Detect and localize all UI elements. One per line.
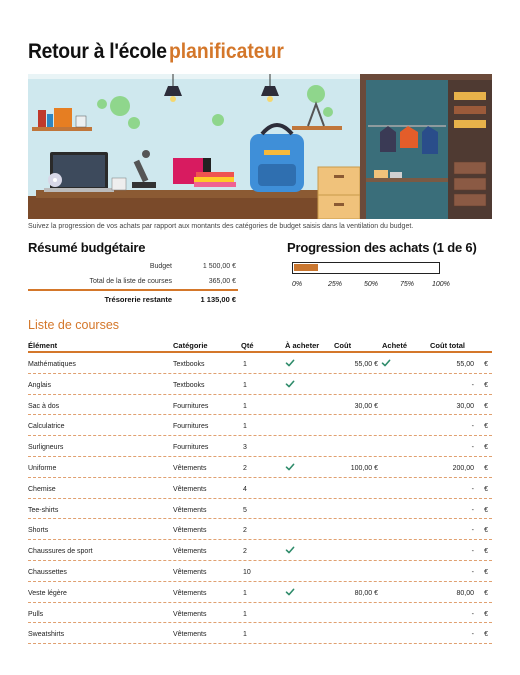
cell-qty: 2 bbox=[243, 464, 247, 472]
title-part1: Retour à l'école bbox=[28, 40, 167, 63]
cell-category: Textbooks bbox=[173, 361, 205, 368]
hero-illustration bbox=[28, 74, 492, 219]
cell-qty: 1 bbox=[243, 361, 247, 368]
col-cost-header: Coût bbox=[334, 341, 352, 350]
table-row bbox=[28, 374, 492, 395]
cell-item: Mathématiques bbox=[28, 361, 76, 368]
cell-total: 80,00 bbox=[456, 589, 474, 597]
shopping-total-value: 365,00 € bbox=[208, 278, 236, 285]
cell-qty: 2 bbox=[243, 527, 247, 535]
table-row bbox=[28, 582, 492, 603]
table-header bbox=[28, 339, 492, 351]
classroom-illustration bbox=[28, 74, 492, 219]
cell-category: Vêtements bbox=[173, 464, 207, 472]
cell-to-buy[interactable] bbox=[285, 358, 295, 370]
to-buy-check-icon bbox=[285, 358, 295, 368]
cell-item: Chemise bbox=[28, 485, 56, 493]
cell-category: Vêtements bbox=[173, 568, 207, 576]
progress-tick-label: 25% bbox=[328, 281, 343, 288]
cell-bought[interactable] bbox=[381, 358, 391, 370]
cell-item: Chaussures de sport bbox=[28, 548, 93, 556]
cell-to-buy[interactable] bbox=[285, 587, 295, 599]
cell-category: Fournitures bbox=[173, 444, 209, 452]
cell-cost: 100,00 € bbox=[350, 464, 378, 472]
cell-total: 200,00 bbox=[452, 464, 474, 472]
cell-item: Anglais bbox=[28, 381, 51, 389]
cell-total: - bbox=[471, 527, 474, 535]
cell-item: Shorts bbox=[28, 527, 49, 535]
cell-total: 30,00 bbox=[456, 402, 474, 410]
cell-qty: 1 bbox=[243, 402, 247, 410]
cell-total: - bbox=[471, 548, 474, 556]
cell-item: Surligneurs bbox=[28, 444, 64, 452]
cell-total: - bbox=[471, 631, 474, 639]
to-buy-check-icon bbox=[285, 379, 295, 389]
cell-total: 55,00 bbox=[456, 361, 474, 368]
cell-item: Pulls bbox=[28, 610, 44, 618]
cell-total: - bbox=[471, 485, 474, 493]
progress-tick-label: 50% bbox=[364, 281, 379, 288]
cell-total: - bbox=[471, 381, 474, 389]
shopping-total-label: Total de la liste de courses bbox=[89, 278, 172, 285]
cell-qty: 1 bbox=[243, 631, 247, 639]
cell-currency: € bbox=[484, 402, 488, 410]
budget-divider bbox=[28, 289, 238, 291]
col-category-header: Catégorie bbox=[173, 341, 208, 350]
cell-currency: € bbox=[484, 464, 488, 472]
cell-category: Vêtements bbox=[173, 548, 207, 556]
table-row bbox=[28, 561, 492, 582]
progress-tick-label: 75% bbox=[400, 281, 415, 288]
col-bought-header: Acheté bbox=[382, 341, 408, 350]
cell-currency: € bbox=[484, 610, 488, 618]
cell-currency: € bbox=[484, 589, 488, 597]
cell-item: Calculatrice bbox=[28, 423, 65, 431]
table-row bbox=[28, 623, 492, 644]
shopping-table bbox=[28, 339, 492, 639]
cell-category: Vêtements bbox=[173, 485, 207, 493]
cell-currency: € bbox=[484, 548, 488, 556]
progress-tick-label: 0% bbox=[292, 281, 303, 288]
table-row bbox=[28, 395, 492, 416]
cell-qty: 5 bbox=[243, 506, 247, 514]
to-buy-check-icon bbox=[285, 462, 295, 472]
progress-tick-label: 100% bbox=[432, 281, 450, 288]
cell-to-buy[interactable] bbox=[285, 462, 295, 474]
cell-qty: 4 bbox=[243, 485, 247, 493]
table-row bbox=[28, 457, 492, 478]
table-row bbox=[28, 603, 492, 624]
cell-qty: 1 bbox=[243, 423, 247, 431]
cell-category: Fournitures bbox=[173, 423, 209, 431]
col-to-buy-header: À acheter bbox=[285, 341, 320, 350]
remaining-label: Trésorerie restante bbox=[104, 295, 172, 304]
cell-qty: 3 bbox=[243, 444, 247, 452]
cell-qty: 2 bbox=[243, 548, 247, 556]
cell-category: Vêtements bbox=[173, 589, 207, 597]
cell-qty: 1 bbox=[243, 610, 247, 618]
table-body bbox=[28, 353, 492, 644]
bought-check-icon bbox=[381, 358, 391, 368]
cell-total: - bbox=[471, 423, 474, 431]
cell-total: - bbox=[471, 506, 474, 514]
cell-total: - bbox=[471, 568, 474, 576]
table-row bbox=[28, 540, 492, 561]
cell-item: Sac à dos bbox=[28, 402, 60, 410]
budget-summary-title: Résumé budgétaire bbox=[28, 240, 146, 255]
shopping-list-title: Liste de courses bbox=[28, 318, 120, 332]
cell-cost: 80,00 € bbox=[354, 589, 378, 597]
cell-currency: € bbox=[484, 423, 488, 431]
table-row bbox=[28, 415, 492, 436]
cell-item: Chaussettes bbox=[28, 568, 67, 576]
cell-qty: 10 bbox=[243, 568, 251, 576]
cell-currency: € bbox=[484, 381, 488, 389]
remaining-value: 1 135,00 € bbox=[200, 295, 236, 304]
cell-category: Vêtements bbox=[173, 610, 207, 618]
cell-currency: € bbox=[484, 506, 488, 514]
progress-bar bbox=[292, 262, 440, 274]
table-row bbox=[28, 519, 492, 540]
cell-cost: 30,00 € bbox=[354, 402, 378, 410]
cell-category: Vêtements bbox=[173, 506, 207, 514]
cell-category: Vêtements bbox=[173, 631, 207, 639]
cell-currency: € bbox=[484, 568, 488, 576]
to-buy-check-icon bbox=[285, 587, 295, 597]
cell-item: Sweatshirts bbox=[28, 631, 65, 639]
cell-qty: 1 bbox=[243, 589, 247, 597]
title-part2: planificateur bbox=[168, 40, 284, 63]
table-row bbox=[28, 478, 492, 499]
table-row bbox=[28, 353, 492, 374]
to-buy-check-icon bbox=[285, 545, 295, 555]
page-title bbox=[28, 40, 294, 70]
budget-label: Budget bbox=[149, 263, 172, 270]
cell-total: - bbox=[471, 610, 474, 618]
cell-currency: € bbox=[484, 631, 488, 639]
col-qty-header: Qté bbox=[241, 341, 254, 350]
budget-value: 1 500,00 € bbox=[202, 263, 236, 270]
cell-qty: 1 bbox=[243, 381, 247, 389]
cell-category: Textbooks bbox=[173, 381, 205, 389]
cell-to-buy[interactable] bbox=[285, 379, 295, 391]
cell-item: Uniforme bbox=[28, 464, 57, 472]
cell-currency: € bbox=[484, 485, 488, 493]
cell-currency: € bbox=[484, 527, 488, 535]
cell-currency: € bbox=[484, 444, 488, 452]
purchase-progress-title: Progression des achats (1 de 6) bbox=[287, 240, 477, 255]
page-subtitle: Suivez la progression de vos achats par rapport aux montants des catégories de budget saisis dans la ventilation du budget. bbox=[28, 223, 414, 230]
cell-item: Veste légère bbox=[28, 589, 67, 597]
cell-category: Fournitures bbox=[173, 402, 209, 410]
progress-bar-fill bbox=[294, 264, 318, 271]
cell-total: - bbox=[471, 444, 474, 452]
cell-cost: 55,00 € bbox=[354, 361, 378, 368]
col-item-header: Élément bbox=[28, 341, 58, 350]
table-row bbox=[28, 436, 492, 457]
table-row bbox=[28, 499, 492, 520]
cell-item: Tee-shirts bbox=[28, 506, 59, 514]
cell-to-buy[interactable] bbox=[285, 545, 295, 557]
cell-currency: € bbox=[484, 361, 488, 368]
col-total-header: Coût total bbox=[430, 341, 465, 350]
cell-category: Vêtements bbox=[173, 527, 207, 535]
